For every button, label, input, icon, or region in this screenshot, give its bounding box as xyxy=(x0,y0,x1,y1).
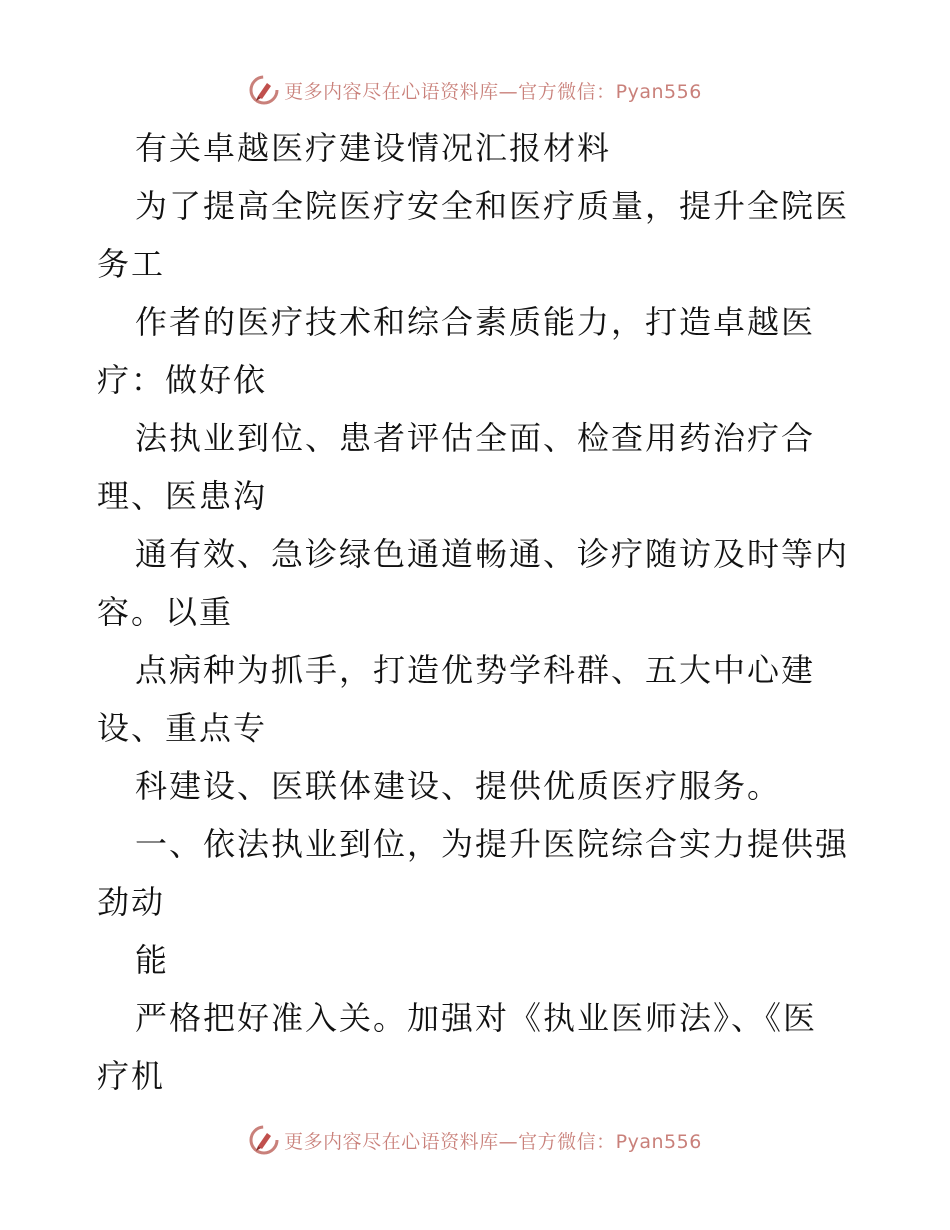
paragraph-line: 疗机 xyxy=(97,1057,166,1095)
paragraph-line: 疗：做好依 xyxy=(97,361,268,399)
pen-nib-seal-icon xyxy=(248,1124,280,1156)
paragraph-line: 科建设、医联体建设、提供优质医疗服务。 xyxy=(135,767,782,805)
paragraph-line: 通有效、急诊绿色通道畅通、诊疗随访及时等内 xyxy=(135,535,850,573)
paragraph-line: 点病种为抓手，打造优势学科群、五大中心建 xyxy=(135,651,816,689)
pen-nib-seal-icon xyxy=(248,74,280,106)
paragraph-line: 作者的医疗技术和综合素质能力，打造卓越医 xyxy=(135,303,816,341)
watermark-text: 更多内容尽在心语资料库—官方微信：Pyan556 xyxy=(284,80,702,103)
watermark-text: 更多内容尽在心语资料库—官方微信：Pyan556 xyxy=(284,1130,702,1153)
paragraph-line: 法执业到位、患者评估全面、检查用药治疗合 xyxy=(135,419,816,457)
paragraph-line: 理、医患沟 xyxy=(97,477,268,515)
footer-watermark-banner xyxy=(0,1120,950,1160)
paragraph-line: 设、重点专 xyxy=(97,709,268,747)
paragraph-line: 容。以重 xyxy=(97,593,234,631)
paragraph-line: 严格把好准入关。加强对《执业医师法》、《医 xyxy=(135,999,818,1037)
header-watermark-banner xyxy=(0,70,950,110)
section-heading-line: 劲动 xyxy=(97,883,166,921)
paragraph-line: 为了提高全院医疗安全和医疗质量，提升全院医 xyxy=(135,187,850,225)
paragraph-line: 务工 xyxy=(97,245,166,283)
section-heading-line: 一、依法执业到位，为提升医院综合实力提供强 xyxy=(135,825,850,863)
section-heading-line: 能 xyxy=(135,941,170,979)
doc-title: 有关卓越医疗建设情况汇报材料 xyxy=(135,129,612,167)
